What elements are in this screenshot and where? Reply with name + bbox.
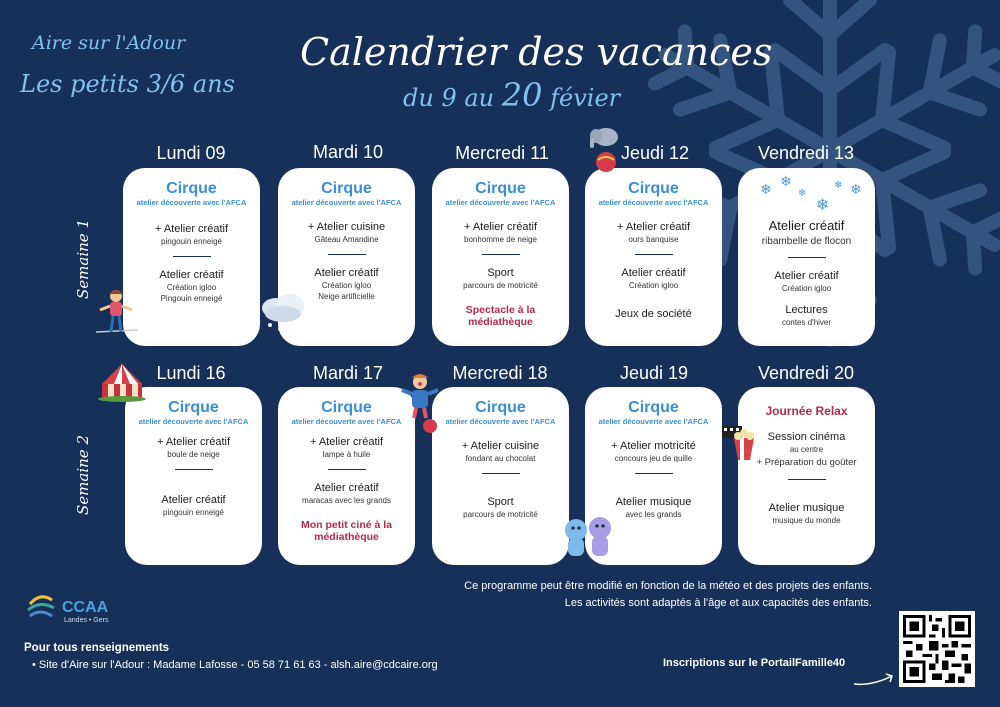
activity-subtitle: atelier découverte avec l'AFCA [445,417,556,426]
activity-2-detail: musique du monde [772,515,841,525]
activity-title: Cirque [475,180,526,197]
svg-text:❄: ❄ [834,180,843,191]
activity-1: + Atelier créatif [616,221,691,233]
activity-1-detail: ours banquise [628,235,679,244]
day-name-jeudi-12: Jeudi 12 [620,143,690,163]
activity-2: Atelier musique [768,501,845,514]
week-2-label: Semaine 2 [74,435,92,515]
inscriptions-link[interactable]: Inscriptions sur le PortailFamille40 [663,657,846,669]
activity-3-detail: contes d'hiver [781,318,832,328]
activity-2-detail: Création igloo [321,281,372,291]
activity-2: Atelier créatif [621,267,686,280]
activity-1-detail: au centre [789,444,824,454]
special-event: Spectacle à la médiathèque [465,303,536,328]
day-card-mercredi-18 [432,387,569,565]
activity-subtitle: atelier découverte avec l'AFCA [598,417,709,426]
day-name-mardi-10: Mardi 10 [312,142,384,162]
activity-1-detail: pingouin enneigé [161,237,222,246]
activity-title: Cirque [475,399,526,416]
qr-code-icon [903,615,971,683]
day-name-mercredi-11: Mercredi 11 [455,143,549,163]
activity-1: + Atelier motricité [611,440,696,452]
activity-1: + Atelier créatif [154,223,229,235]
day-card-lundi-09 [123,168,260,346]
activity-title: Cirque [628,180,679,197]
day-card-mercredi-11 [432,168,569,346]
ccaa-logo-icon [26,590,126,630]
day-card-vendredi-20 [738,387,875,565]
activity-3: Lectures [785,304,828,317]
activity-2-detail: Création igloo [628,281,679,291]
activity-1: Atelier créatif [768,218,845,233]
week-1-label: Semaine 1 [74,219,92,299]
day-card-jeudi-12 [585,168,722,346]
activity-2: Atelier musique [615,496,692,509]
special-event: Journée Relax [765,404,848,418]
info-contact-text: Site d'Aire sur l'Adour : Madame Lafosse - 05 58 71 61 63 - alsh.aire@cdcaire.org [38,659,438,671]
curved-arrow-icon [852,670,898,688]
activity-1: Session cinéma [767,430,846,443]
program-notes [464,578,872,612]
svg-text:❄: ❄ [760,182,772,198]
activity-subtitle: atelier découverte avec l'AFCA [136,198,247,207]
activity-1: + Atelier cuisine [461,440,540,452]
day-name-vendredi-20: Vendredi 20 [757,363,855,383]
svg-text:CCAA: CCAA [62,599,109,616]
activity-subtitle: atelier découverte avec l'AFCA [445,198,556,207]
activity-title: Cirque [321,180,372,197]
activity-1: + Atelier créatif [463,221,538,233]
separator [173,256,211,257]
activity-1: + Atelier créatif [156,436,231,448]
activity-2-detail: parcours de motricité [463,281,538,291]
activity-1-detail: concours jeu de quille [614,454,693,463]
activity-3: Jeux de société [615,307,692,320]
day-card-lundi-16 [125,387,262,565]
activity-2-detail: parcours de motricité [463,510,538,520]
activity-2-detail: avec les grands [625,510,682,520]
ccaa-logo [26,590,126,630]
day-name-lundi-16: Lundi 16 [156,363,226,383]
activity-1: + Atelier cuisine [307,221,386,233]
note-line-2: Les activités sont adaptés à l'âge et aux capacités des enfants. [564,597,872,610]
day-card-mardi-17 [278,387,415,565]
day-name-vendredi-13: Vendredi 13 [757,143,855,163]
acrobat-girl-icon [96,286,138,342]
activity-subtitle: atelier découverte avec l'AFCA [598,198,709,207]
snow-cloud-icon [258,292,308,334]
separator [788,257,826,258]
activity-2-detail: Création igloo [781,284,832,293]
activity-2: Atelier créatif [314,267,379,280]
activity-title: Cirque [168,399,219,416]
info-title: Pour tous renseignements [24,642,170,654]
info-contact: • Site d'Aire sur l'Adour : Madame Lafosse - 05 58 71 61 63 - alsh.aire@cdcaire.org [32,659,438,671]
page-title: Calendrier des vacances [300,30,773,74]
qr-code[interactable] [899,611,975,687]
town-name: Aire sur l'Adour [32,32,186,54]
activity-2: Atelier créatif [161,494,226,507]
subtitle-post: févier [550,84,621,112]
activity-2: Sport [487,496,514,509]
activity-title: Cirque [321,399,372,416]
separator [328,254,366,255]
activity-title: Cirque [166,180,217,197]
activity-1-extra: + Préparation du goûter [756,457,857,469]
clown-icon [400,372,440,434]
activity-title: Cirque [628,399,679,416]
activity-subtitle: atelier découverte avec l'AFCA [291,417,402,426]
day-name-mardi-17: Mardi 17 [312,363,384,383]
activity-2-detail: pingouin enneigé [163,508,224,518]
svg-text:❄: ❄ [780,174,792,190]
activity-1-detail: lampe à huile [322,450,371,459]
day-name-mercredi-18: Mercredi 18 [452,363,548,383]
svg-text:❄: ❄ [816,195,830,214]
note-line-1: Ce programme peut être modifié en fonction de la météo et des projets des enfants. [464,580,872,592]
special-event: Mon petit ciné à la médiathèque [300,518,392,543]
separator [635,254,673,255]
activity-1: + Atelier créatif [309,436,384,448]
separator [635,473,673,474]
activity-1-detail: boule de neige [167,450,220,459]
snowflakes-decoration-icon [758,174,868,214]
activity-2-detail: Création igloo [166,283,217,293]
age-group: Les petits 3/6 ans [20,70,235,98]
activity-1-detail: bonhomme de neige [464,235,537,244]
page-subtitle [403,76,620,114]
activity-2-detail: maracas avec les grands [302,496,391,506]
activity-subtitle: atelier découverte avec l'AFCA [138,417,249,426]
separator [328,469,366,470]
svg-text:❄: ❄ [850,182,862,198]
svg-text:Landes • Gers: Landes • Gers [64,617,109,624]
activity-2: Sport [487,267,514,280]
activity-subtitle: atelier découverte avec l'AFCA [291,198,402,207]
separator [482,473,520,474]
separator [175,469,213,470]
activity-2-detail-2: Pingouin enneigé [160,293,223,303]
circus-tent-icon [98,362,146,402]
elephant-on-ball-icon [588,124,624,174]
svg-text:❄: ❄ [798,188,807,199]
day-name-lundi-09: Lundi 09 [156,143,226,163]
subtitle-pre: du 9 au [403,84,495,112]
separator [482,254,520,255]
activity-2: Atelier créatif [774,270,839,282]
separator [788,479,826,480]
activity-2: Atelier créatif [159,269,224,282]
activity-2: Atelier créatif [314,482,379,495]
day-card-vendredi-13 [738,168,875,346]
activity-1-detail: Gâteau Amandine [314,235,379,244]
subtitle-num: 20 [501,76,543,114]
activity-2-detail-2: Neige artificielle [318,291,375,301]
activity-1-detail: fondant au chocolat [465,454,536,463]
kids-characters-icon [562,516,614,564]
activity-1-detail: ribambelle de flocon [761,236,852,247]
cinema-popcorn-icon [720,418,760,462]
day-name-jeudi-19: Jeudi 19 [619,363,689,383]
